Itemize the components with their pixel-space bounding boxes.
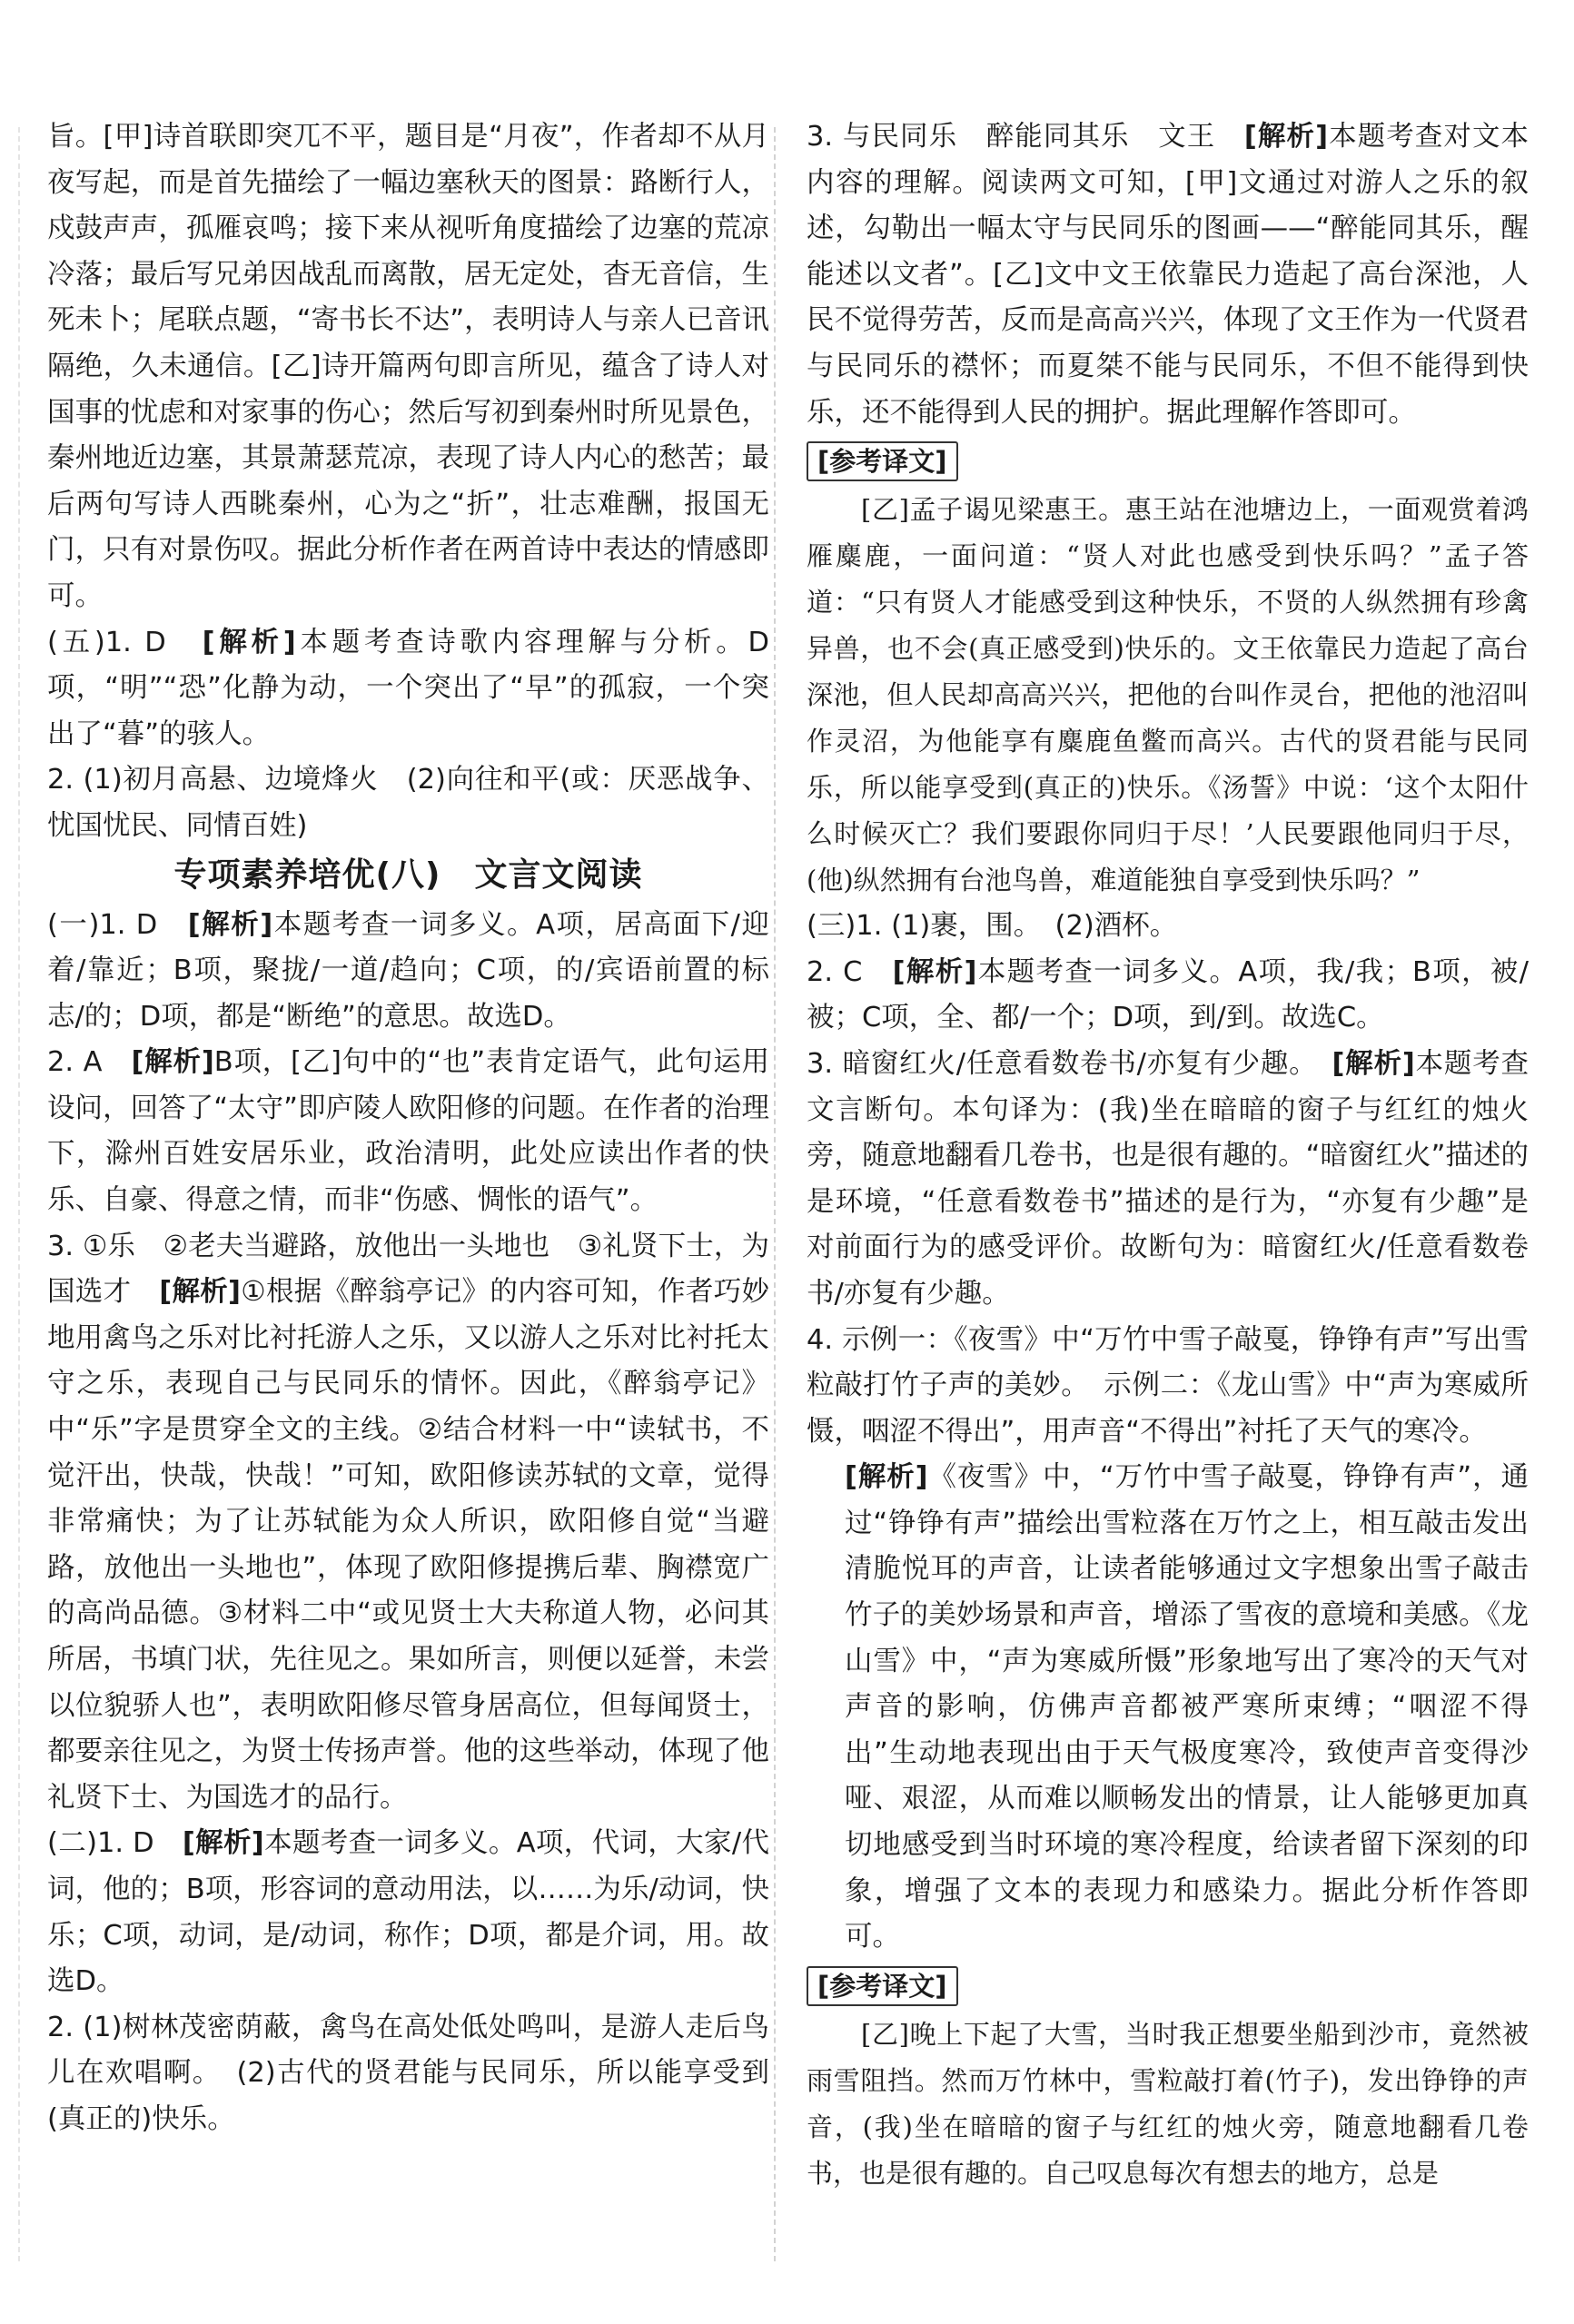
column-divider [774,127,776,2261]
reference-translation-label: [参考译文] [807,1966,958,2006]
answer-3-2: 2. C [解析]本题考查一词多义。A项，我/我；B项，被/被；C项，全、都/一个；D项，到/到。故选C。 [807,955,1529,1034]
answer-1-1: (一)1. D [解析]本题考查一词多义。A项，居高面下/迎着/靠近；B项，聚拢/一道/趋向；C项，的/宾语前置的标志/的；D项，都是“断绝”的意思。故选D。 [47,908,769,1033]
reference-translation-label: [参考译文] [807,441,958,481]
answer-2-3: 3. 与民同乐 醉能同其乐 文王 [解析]本题考查对文本内容的理解。阅读两文可知，[甲]文通过对游人之乐的叙述，勾勒出一幅太守与民同乐的图画——“醉能同其乐，醒能述以文者”。[乙]文中文王依靠民力造起了高台深池，人民不觉得劳苦，反而是高高兴兴，体现了文王作为一代贤君与民同乐的襟怀；而夏桀不能与民同乐，不但不能得到快乐，还不能得到人民的拥护。据此理解作答即可。 [807,121,1529,429]
answer-2-2: 2. (1)树林茂密荫蔽，禽鸟在高处低处鸣叫，是游人走后鸟儿在欢唱啊。 (2)古代的贤君能与民同乐，所以能享受到(真正的)快乐。 [47,2011,770,2135]
binding-edge-line [18,127,20,2261]
analysis-tag: [解析] [892,955,977,988]
answer-5-2: 2. (1)初月高悬、边境烽火 (2)向往和平(或：厌恶战争、忧国忧民、同情百姓) [47,764,770,842]
analysis-tag: [解析] [159,1276,241,1309]
answer-1-2: 2. A [解析]B项，[乙]句中的“也”表肯定语气，此句运用设问，回答了“太守”即庐陵人欧阳修的问题。在作者的治理下，滁州百姓安居乐业，政治清明，此处应读出作者的快乐、自豪、得意之情，而非“伤感、惆怅的语气”。 [47,1046,770,1217]
answer-5-1: (五)1. D [解析]本题考查诗歌内容理解与分析。D项，“明”“恐”化静为动，一个突出了“早”的孤寂，一个突出了“暮”的骇人。 [47,626,769,750]
right-column [807,114,1529,2197]
answer-3-3: 3. 暗窗红火/任意看数卷书/亦复有少趣。 [解析]本题考查文言断句。本句译为：(我)坐在暗暗的窗子与红红的烛火旁，随意地翻看几卷书，也是很有趣的。“暗窗红火”描述的是环境，“任意看数卷书”描述的是行为，“亦复有少趣”是对前面行为的感受评价。故断句为：暗窗红火/任意看数卷书/亦复有少趣。 [807,1047,1529,1310]
answer-3-4: 4. 示例一：《夜雪》中“万竹中雪子敲戛，铮铮有声”写出雪粒敲打竹子声的美妙。 示例二：《龙山雪》中“声为寒威所慑，咽涩不得出”，用声音“不得出”衬托了天气的寒冷。 [807,1323,1529,1448]
analysis-tag: [解析] [202,626,296,658]
analysis-tag: [解析] [182,1827,264,1860]
left-column [47,114,769,2143]
analysis-tag: [解析] [1331,1047,1415,1080]
reference-translation-1: [乙]孟子谒见梁惠王。惠王站在池塘边上，一面观赏着鸿雁麋鹿，一面问道：“贤人对此也感受到快乐吗？”孟子答道：“只有贤人才能感受到这种快乐，不贤的人纵然拥有珍禽异兽，也不会(真正感受到)快乐的。文王依靠民力造起了高台深池，但人民却高高兴兴，把他的台叫作灵台，把他的池沼叫作灵沼，为他能享有麋鹿鱼鳖而高兴。古代的贤君能与民同乐，所以能享受到(真正的)快乐。《汤誓》中说：‘这个太阳什么时候灭亡？我们要跟你同归于尽！’人民要跟他同归于尽，(他)纵然拥有台池鸟兽，难道能独自享受到快乐吗？” [807,494,1529,896]
answer-3-4-analysis: [解析]《夜雪》中，“万竹中雪子敲戛，铮铮有声”，通过“铮铮有声”描绘出雪粒落在万竹之上，相互敲击发出清脆悦耳的声音，让读者能够通过文字想象出雪子敲击竹子的美妙场景和声音，增添了雪夜的意境和美感。《龙山雪》中，“声为寒威所慑”形象地写出了寒冷的天气对声音的影响，仿佛声音都被严寒所束缚；“咽涩不得出”生动地表现出由于天气极度寒冷，致使声音变得沙哑、艰涩，从而难以顺畅发出的情景，让人能够更加真切地感受到当时环境的寒冷程度，给读者留下深刻的印象，增强了文本的表现力和感染力。据此分析作答即可。 [845,1461,1529,1953]
section-title: 专项素养培优(八) 文言文阅读 [173,855,643,894]
analysis-tag: [解析] [845,1461,928,1494]
analysis-tag: [解析] [131,1046,214,1079]
analysis-tag: [解析] [187,908,273,941]
answer-1-3: 3. ①乐 ②老夫当避路，放他出一头地也 ③礼贤下士，为国选才 [解析]①根据《醉翁亭记》的内容可知，作者巧妙地用禽鸟之乐对比衬托游人之乐，又以游人之乐对比衬托太守之乐，表现自己与民同乐的情怀。因此，《醉翁亭记》中“乐”字是贯穿全文的主线。②结合材料一中“读轼书，不觉汗出，快哉，快哉！”可知，欧阳修读苏轼的文章，觉得非常痛快；为了让苏轼能为众人所识，欧阳修自觉“当避路，放他出一头地也”，体现了欧阳修提携后辈、胸襟宽广的高尚品德。③材料二中“或见贤士大夫称道人物，必问其所居，书填门状，先往见之。果如所言，则便以延誉，未尝以位貌骄人也”，表明欧阳修尽管身居高位，但每闻贤士，都要亲往见之，为贤士传扬声誉。他的这些举动，体现了他礼贤下士、为国选才的品行。 [47,1230,770,1814]
answer-2-1: (二)1. D [解析]本题考查一词多义。A项，代词，大家/代词，他的；B项，形容词的意动用法，以……为乐/动词，快乐；C项，动词，是/动词，称作；D项，都是介词，用。故选D。 [47,1827,769,1998]
reference-translation-2: [乙]晚上下起了大雪，当时我正想要坐船到沙市，竟然被雨雪阻挡。然而万竹林中，雪粒敲打着(竹子)，发出铮铮的声音，(我)坐在暗暗的窗子与红红的烛火旁，随意地翻看几卷书，也是很有趣的。自己叹息每次有想去的地方，总是 [807,2018,1529,2189]
poem-analysis-paragraph: 旨。[甲]诗首联即突兀不平，题目是“月夜”，作者却不从月夜写起，而是首先描绘了一幅边塞秋天的图景：路断行人，戍鼓声声，孤雁哀鸣；接下来从视听角度描绘了边塞的荒凉冷落；最后写兄弟因战乱而离散，居无定处，杳无音信，生死未卜；尾联点题，“寄书长不达”，表明诗人与亲人已音讯隔绝，久未通信。[乙]诗开篇两句即言所见，蕴含了诗人对国事的忧虑和对家事的伤心；然后写初到秦州时所见景色，秦州地近边塞，其景萧瑟荒凉，表现了诗人内心的愁苦；最后两句写诗人西眺秦州，心为之“折”，壮志难酬，报国无门，只有对景伤叹。据此分析作者在两首诗中表达的情感即可。 [47,121,769,612]
analysis-tag: [解析] [1243,121,1329,153]
answer-3-1: (三)1. (1)裹，围。 (2)酒杯。 [807,910,1178,943]
